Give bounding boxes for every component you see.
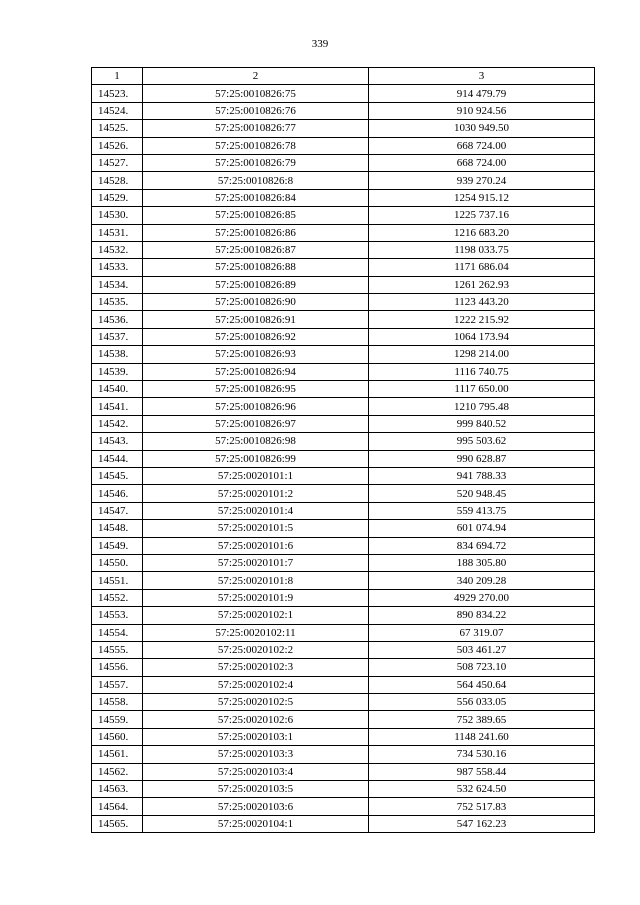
cadastral-number-cell: 57:25:0010826:99 [143,450,369,467]
row-number-cell: 14549. [92,537,143,554]
cadastral-number-cell: 57:25:0020104:1 [143,815,369,832]
table-row [92,781,595,798]
row-number-cell: 14548. [92,520,143,537]
value-cell: 999 840.52 [369,415,595,432]
table-row [92,241,595,258]
cadastral-number-cell: 57:25:0020103:5 [143,781,369,798]
value-cell: 4929 270.00 [369,589,595,606]
row-number-cell: 14555. [92,641,143,658]
row-number-cell: 14545. [92,467,143,484]
table-row [92,763,595,780]
row-number-cell: 14524. [92,102,143,119]
cadastral-number-cell: 57:25:0020101:8 [143,572,369,589]
value-cell: 890 834.22 [369,607,595,624]
value-cell: 564 450.64 [369,676,595,693]
table-row [92,502,595,519]
value-cell: 188 305.80 [369,554,595,571]
cadastral-number-cell: 57:25:0010826:92 [143,328,369,345]
cadastral-number-cell: 57:25:0010826:94 [143,363,369,380]
cadastral-number-cell: 57:25:0010826:87 [143,241,369,258]
column-header-2: 2 [143,68,369,85]
data-table [91,67,595,833]
value-cell: 987 558.44 [369,763,595,780]
table-row [92,659,595,676]
table-row [92,137,595,154]
row-number-cell: 14525. [92,120,143,137]
value-cell: 995 503.62 [369,433,595,450]
value-cell: 1123 443.20 [369,294,595,311]
row-number-cell: 14537. [92,328,143,345]
cadastral-number-cell: 57:25:0020103:6 [143,798,369,815]
table-row [92,641,595,658]
cadastral-number-cell: 57:25:0020101:9 [143,589,369,606]
row-number-cell: 14540. [92,381,143,398]
cadastral-number-cell: 57:25:0020102:3 [143,659,369,676]
cadastral-number-cell: 57:25:0020102:2 [143,641,369,658]
cadastral-number-cell: 57:25:0020102:1 [143,607,369,624]
table-row [92,276,595,293]
cadastral-number-cell: 57:25:0010826:84 [143,189,369,206]
cadastral-number-cell: 57:25:0020101:5 [143,520,369,537]
value-cell: 834 694.72 [369,537,595,554]
row-number-cell: 14542. [92,415,143,432]
row-number-cell: 14541. [92,398,143,415]
table-row [92,207,595,224]
column-header-3: 3 [369,68,595,85]
value-cell: 914 479.79 [369,85,595,102]
row-number-cell: 14535. [92,294,143,311]
cadastral-number-cell: 57:25:0020102:6 [143,711,369,728]
row-number-cell: 14550. [92,554,143,571]
cadastral-number-cell: 57:25:0010826:89 [143,276,369,293]
header-row [92,68,595,85]
table-row [92,102,595,119]
value-cell: 734 530.16 [369,746,595,763]
table-row [92,398,595,415]
table-row [92,189,595,206]
table-row [92,224,595,241]
table-row [92,363,595,380]
row-number-cell: 14529. [92,189,143,206]
value-cell: 1148 241.60 [369,728,595,745]
value-cell: 752 517.83 [369,798,595,815]
row-number-cell: 14562. [92,763,143,780]
row-number-cell: 14554. [92,624,143,641]
value-cell: 1254 915.12 [369,189,595,206]
table-row [92,120,595,137]
value-cell: 340 209.28 [369,572,595,589]
value-cell: 668 724.00 [369,137,595,154]
cadastral-number-cell: 57:25:0010826:76 [143,102,369,119]
cadastral-number-cell: 57:25:0010826:90 [143,294,369,311]
cadastral-number-cell: 57:25:0010826:95 [143,381,369,398]
value-cell: 547 162.23 [369,815,595,832]
cadastral-number-cell: 57:25:0020102:4 [143,676,369,693]
table-row [92,346,595,363]
value-cell: 559 413.75 [369,502,595,519]
table-row [92,746,595,763]
row-number-cell: 14536. [92,311,143,328]
row-number-cell: 14530. [92,207,143,224]
cadastral-number-cell: 57:25:0020101:7 [143,554,369,571]
value-cell: 520 948.45 [369,485,595,502]
table-row [92,728,595,745]
row-number-cell: 14560. [92,728,143,745]
page-number: 339 [311,38,329,50]
table-row [92,798,595,815]
cadastral-number-cell: 57:25:0010826:8 [143,172,369,189]
cadastral-number-cell: 57:25:0020101:4 [143,502,369,519]
table-body [92,85,595,833]
row-number-cell: 14563. [92,781,143,798]
row-number-cell: 14547. [92,502,143,519]
row-number-cell: 14533. [92,259,143,276]
table-row [92,711,595,728]
table-row [92,381,595,398]
row-number-cell: 14528. [92,172,143,189]
row-number-cell: 14561. [92,746,143,763]
cadastral-number-cell: 57:25:0010826:86 [143,224,369,241]
row-number-cell: 14551. [92,572,143,589]
value-cell: 1261 262.93 [369,276,595,293]
row-number-cell: 14534. [92,276,143,293]
table-row [92,311,595,328]
row-number-cell: 14531. [92,224,143,241]
cadastral-number-cell: 57:25:0020103:3 [143,746,369,763]
table-row [92,815,595,832]
row-number-cell: 14565. [92,815,143,832]
table-header [92,68,595,85]
row-number-cell: 14564. [92,798,143,815]
row-number-cell: 14546. [92,485,143,502]
value-cell: 910 924.56 [369,102,595,119]
table-row [92,624,595,641]
row-number-cell: 14557. [92,676,143,693]
cadastral-number-cell: 57:25:0020102:11 [143,624,369,641]
value-cell: 939 270.24 [369,172,595,189]
cadastral-number-cell: 57:25:0010826:79 [143,154,369,171]
row-number-cell: 14538. [92,346,143,363]
table-row [92,589,595,606]
cadastral-number-cell: 57:25:0020103:1 [143,728,369,745]
value-cell: 508 723.10 [369,659,595,676]
cadastral-number-cell: 57:25:0010826:96 [143,398,369,415]
row-number-cell: 14556. [92,659,143,676]
table-row [92,85,595,102]
value-cell: 503 461.27 [369,641,595,658]
cadastral-number-cell: 57:25:0010826:75 [143,85,369,102]
row-number-cell: 14539. [92,363,143,380]
cadastral-number-cell: 57:25:0010826:78 [143,137,369,154]
table-row [92,415,595,432]
cadastral-number-cell: 57:25:0020103:4 [143,763,369,780]
value-cell: 1116 740.75 [369,363,595,380]
row-number-cell: 14523. [92,85,143,102]
row-number-cell: 14552. [92,589,143,606]
row-number-cell: 14559. [92,711,143,728]
value-cell: 990 628.87 [369,450,595,467]
table-row [92,572,595,589]
cadastral-number-cell: 57:25:0010826:97 [143,415,369,432]
cadastral-number-cell: 57:25:0010826:88 [143,259,369,276]
table-row [92,485,595,502]
table-row [92,537,595,554]
value-cell: 1210 795.48 [369,398,595,415]
cadastral-number-cell: 57:25:0020101:6 [143,537,369,554]
row-number-cell: 14532. [92,241,143,258]
table-row [92,607,595,624]
table-row [92,520,595,537]
row-number-cell: 14553. [92,607,143,624]
cadastral-number-cell: 57:25:0020102:5 [143,694,369,711]
table-row [92,154,595,171]
table-row [92,676,595,693]
cadastral-number-cell: 57:25:0020101:2 [143,485,369,502]
column-header-1: 1 [92,68,143,85]
table-row [92,467,595,484]
value-cell: 1064 173.94 [369,328,595,345]
value-cell: 67 319.07 [369,624,595,641]
value-cell: 1030 949.50 [369,120,595,137]
value-cell: 1298 214.00 [369,346,595,363]
value-cell: 668 724.00 [369,154,595,171]
value-cell: 1225 737.16 [369,207,595,224]
value-cell: 941 788.33 [369,467,595,484]
table-row [92,433,595,450]
row-number-cell: 14543. [92,433,143,450]
value-cell: 1117 650.00 [369,381,595,398]
row-number-cell: 14527. [92,154,143,171]
table-row [92,328,595,345]
row-number-cell: 14544. [92,450,143,467]
row-number-cell: 14526. [92,137,143,154]
cadastral-number-cell: 57:25:0010826:93 [143,346,369,363]
cadastral-number-cell: 57:25:0010826:98 [143,433,369,450]
value-cell: 532 624.50 [369,781,595,798]
cadastral-number-cell: 57:25:0010826:85 [143,207,369,224]
row-number-cell: 14558. [92,694,143,711]
value-cell: 1216 683.20 [369,224,595,241]
cadastral-number-cell: 57:25:0020101:1 [143,467,369,484]
value-cell: 556 033.05 [369,694,595,711]
table-row [92,294,595,311]
value-cell: 1222 215.92 [369,311,595,328]
value-cell: 1198 033.75 [369,241,595,258]
table-row [92,450,595,467]
table-row [92,554,595,571]
value-cell: 752 389.65 [369,711,595,728]
table-row [92,172,595,189]
value-cell: 601 074.94 [369,520,595,537]
cadastral-number-cell: 57:25:0010826:91 [143,311,369,328]
table-row [92,694,595,711]
cadastral-number-cell: 57:25:0010826:77 [143,120,369,137]
value-cell: 1171 686.04 [369,259,595,276]
table-row [92,259,595,276]
